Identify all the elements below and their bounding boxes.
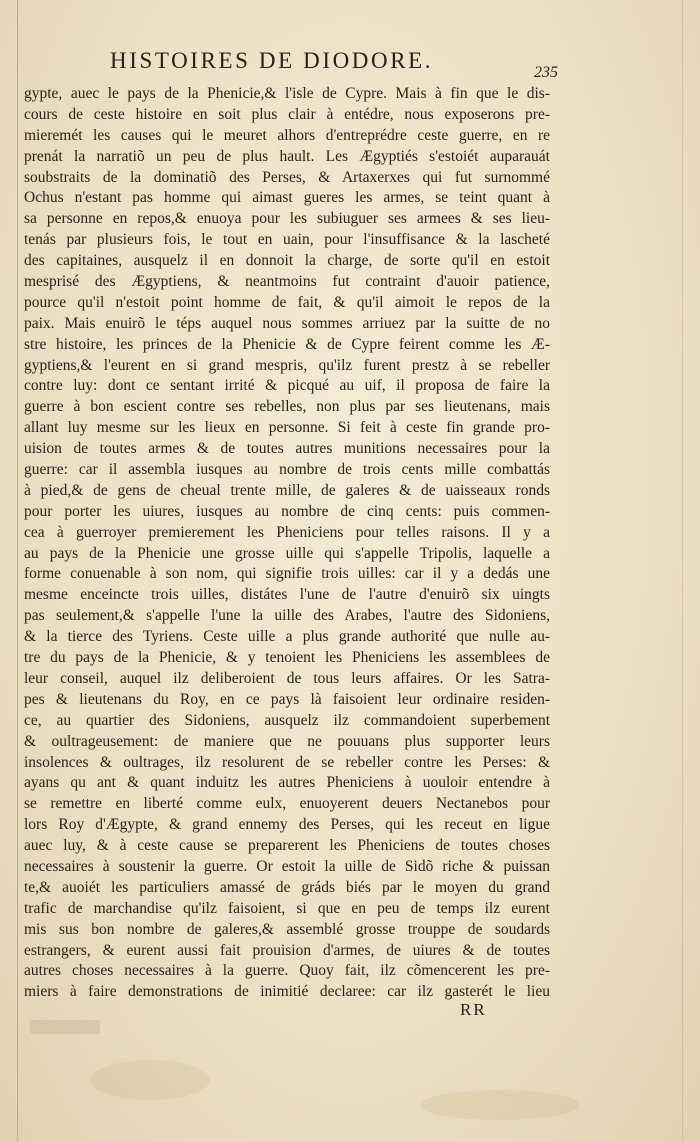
text-line: forme conuenable à son nom, qui signifie trois uilles: car il y a dedás une [24, 565, 550, 583]
text-line: & oultrageusement: de maniere que ne pouuans plus supporter leurs [24, 732, 550, 750]
running-title: HISTOIRES DE DIODORE. [110, 48, 434, 73]
text-line: pour porter les uiures, iusques au nombre de cinq cents: puis commen- [24, 502, 550, 520]
text-line: trafic de marchandise qu'ilz faisoient, si que en peu de temps ilz eurent [24, 899, 550, 917]
text-line: pes & lieutenans du Roy, en ce pays là faisoient leur ordinaire residen- [24, 690, 550, 708]
text-line: pas seulement,& s'appelle l'une la uille des Arabes, l'autre des Sidoniens, [24, 607, 550, 625]
text-line: necessaires à soustenir la guerre. Or estoit la uille de Sidõ riche & puissan [24, 857, 550, 875]
paper-stain [420, 1090, 580, 1120]
text-line: pource qu'il n'estoit point homme de fait, & qu'il aimoit le repos de la [24, 293, 550, 311]
text-line: paix. Mais enuirõ le téps auquel nous sommes arriuez par la suitte de no [24, 314, 550, 332]
text-line: lors Roy d'Ægypte, & grand ennemy des Perses, qui les receut en ligue [24, 816, 550, 834]
text-line: cours de ceste histoire en soit plus clair à entédre, nous exposerons pre- [24, 105, 550, 123]
text-line: gypte, auec le pays de la Phenicie,& l'isle de Cypre. Mais à fin que le dis- [24, 85, 550, 102]
signature-mark: RR [460, 1000, 487, 1019]
page-edge-rule [682, 0, 683, 1142]
text-line: stre histoire, les princes de la Phenicie & de Cypre feirent comme les Æ- [24, 335, 550, 353]
text-line: insolences & oultrages, ilz resolurent de se rebeller contre les Perses: & [24, 753, 550, 771]
text-line: allant luy mesme sur les lieux en personne. Si feit à ceste fin grande pro- [24, 419, 550, 437]
text-line: tre du pays de la Phenicie, & y tenoient les Pheniciens les assemblees de [24, 649, 550, 667]
text-block [24, 84, 550, 1003]
text-line: mis sus bon nombre de galeres,& assemblé grosse trouppe de soudards [24, 920, 550, 938]
text-line: ayans qu ant & quant induitz les autres Pheniciens à uouloir entendre à [24, 774, 550, 792]
text-line: prenát la narratiõ un peu de plus hault. Les Ægyptiés s'estoiét auparauát [24, 147, 550, 165]
text-line: guerre: car il assembla iusques au nombre de trois cents mille combattás [24, 461, 550, 479]
text-line: autres choses necessaires à la guerre. Quoy fait, ilz cõmencerent les pre- [24, 962, 550, 980]
text-line: ce, au quartier des Sidoniens, ausquelz ilz commandoient superbement [24, 711, 550, 729]
text-line: uision de toutes armes & de toutes autres munitions necessaires pour la [24, 440, 550, 458]
binding-edge [17, 0, 18, 1142]
text-line: guerre à bon escient contre ses rebelles, non plus par ses lieutenans, mais [24, 398, 550, 416]
text-line: te,& auoiét les particuliers amassé de gráds biés par le moyen du grand [24, 878, 550, 896]
paper-stain [90, 1060, 210, 1100]
text-line: Ochus n'estant pas homme qui aimast gueres les armes, se teint quant à [24, 189, 550, 207]
text-line: auec luy, & à ceste cause se preparerent les Pheniciens de toutes choses [24, 837, 550, 855]
text-line: des capitaines, ausquelz il en donnoit la charge, de sorte qu'il en estoit [24, 252, 550, 270]
text-line: gyptiens,& l'eurent en si grand mespris, qu'ilz furent prestz à se rebeller [24, 356, 550, 374]
text-line: à pied,& de gens de cheual trente mille, de galeres & de uaisseaux ronds [24, 481, 550, 499]
text-line: soubstraits de la dominatiõ des Perses, & Artaxerxes qui fut surnommé [24, 168, 550, 186]
text-line: & la tierce des Tyriens. Ceste uille a plus grande authorité que nulle au- [24, 628, 550, 646]
text-line: sa personne en repos,& enuoya pour les subiuguer ses armees & ses lieu- [24, 210, 550, 228]
text-line: mesprisé des Ægyptiens, & neantmoins fut contraint d'auoir patience, [24, 273, 550, 291]
text-line: contre luy: dont ce sentant irrité & picqué au uif, il proposa de faire la [24, 377, 550, 395]
text-line: cea à guerroyer premierement les Pheniciens pour telles raisons. Il y a [24, 523, 550, 541]
text-line: estrangers, & eurent aussi fait prouision d'armes, de uiures & de toutes [24, 941, 550, 959]
text-line: miers à faire demonstrations de inimitié declaree: car ilz gasterét le lieu [24, 983, 550, 1001]
text-line: mesme enceincte trois uilles, distátes l'une de l'autre d'enuirõ six uingts [24, 586, 550, 604]
page-number: 235 [534, 64, 558, 81]
text-line: se remettre en liberté comme eulx, enuoyerent deuers Nectanebos pour [24, 795, 550, 813]
text-line: leur conseil, auquel ilz deliberoient de tous leurs affaires. Or les Satra- [24, 669, 550, 687]
text-line: au pays de la Phenicie une grosse uille qui s'appelle Tripolis, laquelle a [24, 544, 550, 562]
faint-stamp [30, 1020, 100, 1034]
text-line: mieremét les causes qui le meuret alhors d'entreprédre ceste guerre, en re [24, 126, 550, 144]
text-line: tenás par plusieurs fois, le tout en uain, pour l'insuffisance & la lascheté [24, 231, 550, 249]
